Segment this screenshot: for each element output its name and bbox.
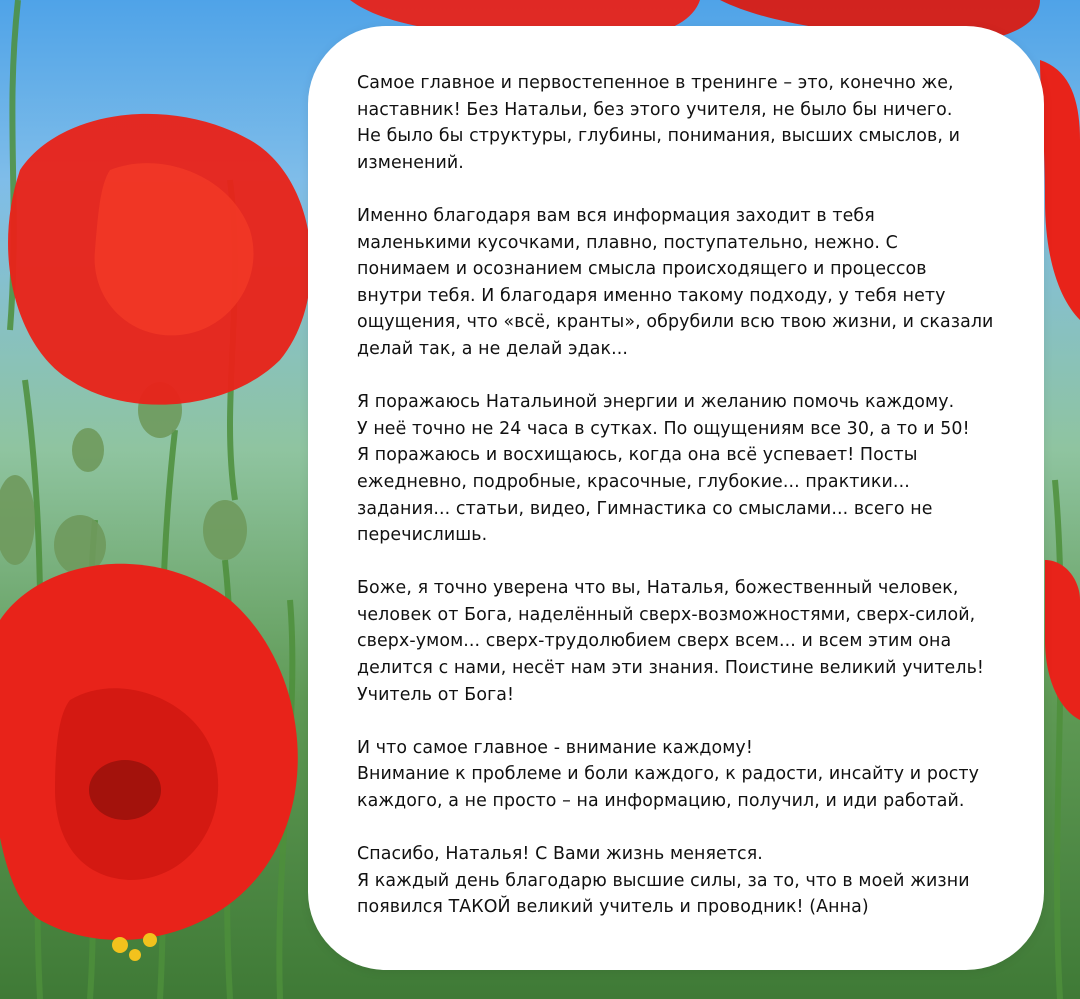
text-line: Самое главное и первостепенное в тренинге – это, конечно же,	[357, 73, 954, 93]
text-line: сверх-умом... сверх-трудолюбием сверх всем... и всем этим она	[357, 631, 952, 652]
text-line: Именно благодаря вам вся информация заходит в тебя	[357, 205, 875, 226]
text-line: У неё точно не 24 часа в сутках. По ощущениям все 30, а то и 50!	[357, 418, 970, 439]
text-line: задания... статьи, видео, Гимнастика со смыслами... всего не	[357, 498, 933, 519]
text-line: понимаем и осознанием смысла происходящего и процессов	[357, 259, 927, 280]
text-line: Не было бы структуры, глубины, понимания, высших смыслов, и	[357, 126, 960, 147]
text-line: делится с нами, несёт нам эти знания. Поистине великий учитель!	[357, 658, 984, 679]
text-line: Спасибо, Наталья! С Вами жизнь меняется.	[357, 844, 763, 865]
text-line: Я каждый день благодарю высшие силы, за то, что в моей жизни	[357, 870, 970, 891]
text-line: человек от Бога, наделённый сверх-возможностями, сверх-силой,	[357, 604, 976, 625]
text-line: Боже, я точно уверена что вы, Наталья, божественный человек,	[357, 578, 959, 599]
paragraph	[357, 575, 1007, 708]
paragraph	[357, 735, 1007, 815]
text-line: изменений.	[357, 152, 464, 173]
text-line: ежедневно, подробные, красочные, глубокие... практики...	[357, 471, 910, 492]
text-line: каждого, а не просто – на информацию, получил, и иди работай.	[357, 791, 965, 812]
text-line: внутри тебя. И благодаря именно такому подходу, у тебя нету	[357, 285, 946, 306]
text-line: маленькими кусочками, плавно, поступательно, нежно. С	[357, 232, 898, 253]
text-line: Учитель от Бога!	[357, 684, 515, 705]
text-line: Внимание к проблеме и боли каждого, к радости, инсайту и росту	[357, 764, 979, 785]
paragraph	[357, 70, 1007, 176]
text-line: Я поражаюсь Натальиной энергии и желанию помочь каждому.	[357, 392, 955, 413]
text-line: И что самое главное - внимание каждому!	[357, 737, 753, 758]
text-line: делай так, а не делай эдак...	[357, 338, 628, 359]
text-line: наставник! Без Натальи, без этого учителя, не было бы ничего.	[357, 99, 953, 120]
text-line: Я поражаюсь и восхищаюсь, когда она всё успевает! Посты	[357, 445, 918, 466]
paragraph	[357, 841, 1007, 921]
testimonial-text	[357, 70, 1007, 948]
text-line: перечислишь.	[357, 525, 488, 546]
text-line: появился ТАКОЙ великий учитель и проводник! (Анна)	[357, 897, 869, 918]
text-line: ощущения, что «всё, кранты», обрубили всю твою жизни, и сказали	[357, 312, 994, 333]
paragraph	[357, 203, 1007, 363]
paragraph	[357, 389, 1007, 549]
